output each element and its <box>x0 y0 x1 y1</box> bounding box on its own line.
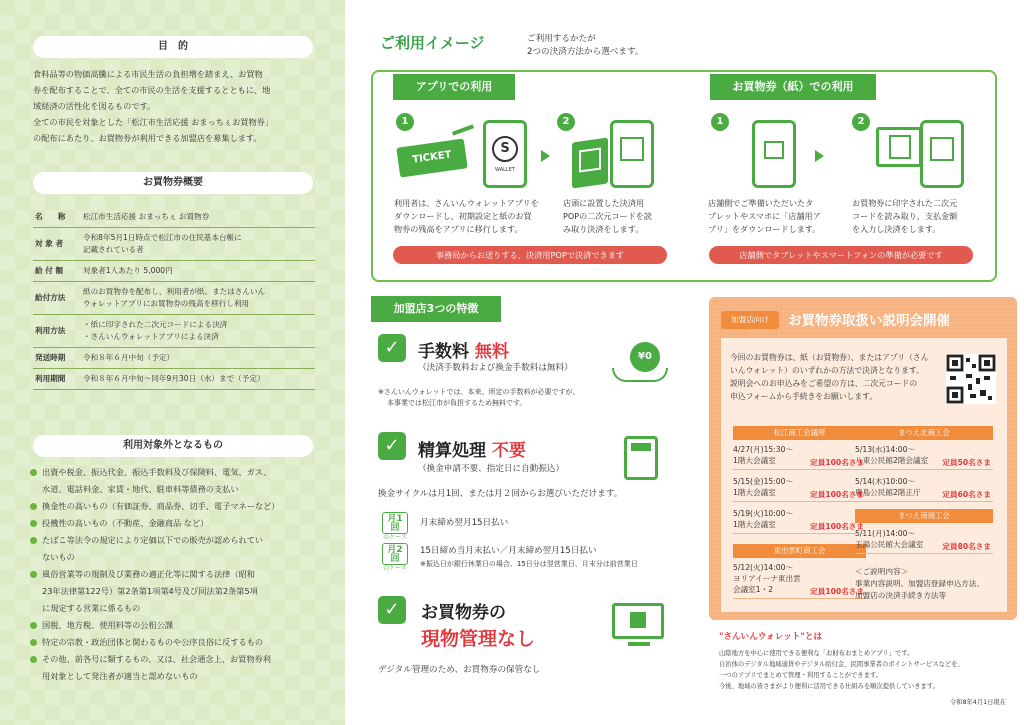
ticket-icon: TICKET <box>396 138 468 177</box>
session <box>733 508 866 534</box>
check-icon: ✓ <box>378 596 406 624</box>
sanin-heading: "さんいんウォレット"とは <box>719 632 823 642</box>
session-place: ヨリアイーナ東出雲 <box>733 574 801 583</box>
purpose-line: 全ての市民を対象とした「松江市生活応援 おまっちぇお買物券」 <box>33 117 274 127</box>
app-notice-bar: 事務局からお送りする、決済用POPで決済できます <box>393 246 667 264</box>
content-line: 事業内容説明、加盟店登録申込方法、 <box>855 579 985 588</box>
usage-subtitle-line: ご利用するかたが <box>527 34 596 44</box>
overview-value-line: 令和８年６月中旬〜同年9月30日（水）まで（予定） <box>83 374 265 383</box>
feature2-sub: （換金申請不要、指定日に自動振込） <box>418 464 565 474</box>
hand-icon <box>612 368 668 382</box>
session-capacity: 定員50名さま <box>942 458 991 467</box>
desc-line: 物券の残高をアプリに移行します。 <box>394 224 523 234</box>
overview-key: 給付方法 <box>33 282 81 315</box>
session-date: 5/15(金)15:00〜 <box>733 477 794 486</box>
overview-value <box>81 261 315 282</box>
wallet-label: WALLET <box>495 167 515 173</box>
step-number: 2 <box>852 113 870 131</box>
overview-value <box>81 369 315 390</box>
session <box>855 476 993 502</box>
case2-note: ※振込日が銀行休業日の場合、15日分は翌営業日、月末分は前営業日 <box>420 560 638 568</box>
desc-line: コードを読み取り、支払金額 <box>852 211 958 221</box>
intro-line: 申込フォームから手続きをお願いします。 <box>730 392 878 401</box>
sanin-lines <box>719 648 1009 692</box>
purpose-line: 域経済の活性化を図るものです。 <box>33 101 156 111</box>
session-date: 5/13(水)14:00〜 <box>855 445 916 454</box>
session-capacity: 定員60名さま <box>942 490 991 499</box>
paper-usage-tab: お買物券（紙）での利用 <box>710 74 876 100</box>
overview-value-line: ・さんいんウォレットアプリによる決済 <box>83 332 219 341</box>
desc-line: ダウンロードし、初期設定と紙のお買 <box>394 211 532 221</box>
exclusion-item-cont: 水道、電話料金、家賃・地代、駐車料等債務の支払い <box>42 484 239 494</box>
feature2-cycle: 換金サイクルは月1回、または月２回からお選びいただけます。 <box>378 489 623 499</box>
session-date: 4/27(月)15:30〜 <box>733 445 794 454</box>
session <box>733 444 866 470</box>
exclusion-item-cont: に規定する営業に係るもの <box>42 603 141 613</box>
session-date: 5/19(火)10:00〜 <box>733 509 794 518</box>
session-date: 5/11(月)14:00〜 <box>855 529 916 538</box>
exclusion-item: 換金性の高いもの（有価証券、商品券、切手、電子マネーなど） <box>30 498 320 515</box>
venue-north: まつえ北商工会 <box>855 426 993 440</box>
yen-coin-icon: ¥0 <box>630 342 660 372</box>
feature1-title <box>418 337 509 362</box>
next-arrow-icon <box>815 150 824 162</box>
purpose-heading: 目 的 <box>33 36 313 58</box>
sanin-line: 一つのアプリでまとめて管理・利用することができます。 <box>719 672 882 679</box>
intro-line: 今回のお買物券は、紙（お買物券）、またはアプリ（さん <box>730 353 929 362</box>
case1-text: 月末締め翌月15日払い <box>420 518 509 528</box>
desc-line: 利用者は、さんいんウォレットアプリを <box>394 198 539 208</box>
session-capacity: 定員100名さま <box>810 490 864 499</box>
overview-key: 利用期間 <box>33 369 81 390</box>
app-usage-tab: アプリでの利用 <box>393 74 515 100</box>
purpose-line: 券を配布することで、全ての市民の生活を支援するとともに、地 <box>33 85 271 95</box>
feature2-highlight: 不要 <box>491 441 526 461</box>
case-suffix: のケース <box>383 565 407 572</box>
feature3-sub: デジタル管理のため、お買物券の保管なし <box>378 665 541 675</box>
overview-value <box>81 348 315 369</box>
session-capacity: 定員100名さま <box>810 587 864 596</box>
session-place: 会議室1・2 <box>733 585 774 594</box>
overview-value <box>81 207 315 228</box>
feature1-note <box>378 387 678 409</box>
note-line: ※さんいんウォレットでは、本来、所定の手数料が必要ですが、 <box>378 388 580 396</box>
exclusion-item: 出資や税金、振込代金、振込手数料及び保険料、電気、ガス、 <box>30 464 320 481</box>
overview-row <box>33 315 315 348</box>
check-icon: ✓ <box>378 334 406 362</box>
feature3-highlight: 現物管理なし <box>421 628 536 650</box>
phone-scanner-icon <box>920 120 964 188</box>
content-heading: ＜ご説明内容＞ <box>855 567 909 576</box>
overview-key: 給 付 額 <box>33 261 81 282</box>
paper-step1-desc <box>708 197 848 236</box>
session-capacity: 定員100名さま <box>810 458 864 467</box>
monitor-stand <box>628 642 650 646</box>
desc-line: み取り決済をします。 <box>563 224 644 234</box>
note-line: 本事業では松江市が負担するため無料です。 <box>387 399 527 407</box>
session-place: 1階大会議室 <box>733 456 776 465</box>
monitor-box-icon <box>612 603 664 639</box>
overview-value-line: ウォレットアプリにお買物券の残高を移行し利用 <box>83 299 250 308</box>
overview-value-line: 記載されている者 <box>83 245 144 254</box>
purpose-line: 食料品等の物価高騰による市民生活の負担増を踏まえ、お買物 <box>33 69 263 79</box>
purpose-text <box>33 66 318 146</box>
sanin-line: 今後、地域の皆さまがより便利に活用できる仕組みを順次提供していきます。 <box>719 683 939 690</box>
intro-line: いんウォレット）のいずれかの方法で決済となります。 <box>730 366 924 375</box>
feature3-title: お買物券の <box>421 603 506 623</box>
sanin-date: 令和8年4月1日現在 <box>949 699 1006 706</box>
overview-value-line: 令和8年5月1日時点で松江市の住民基本台帳に <box>83 233 242 242</box>
briefing-title: お買物券取扱い説明会開催 <box>788 313 950 329</box>
exclusion-item-cont: 23年法律第122号）第2条第1項第4号及び同法第2条第5項 <box>42 586 258 596</box>
session-capacity: 定員80名さま <box>942 542 991 551</box>
features-heading: 加盟店3つの特徴 <box>371 296 501 322</box>
desc-line: 店頭に設置した決済用 <box>563 198 644 208</box>
session-place: 八束公民館2階会議室 <box>855 456 929 465</box>
intro-line: 説明会へのお申込みをご希望の方は、二次元コードの <box>730 379 918 388</box>
purpose-line: の配布にあたり、お買物券が利用できる加盟店を募集します。 <box>33 133 262 143</box>
feature2-main: 精算処理 <box>418 441 492 461</box>
briefing-content <box>855 566 1005 602</box>
desc-line: ブレットやスマホに「店舗用ア <box>708 211 821 221</box>
desc-line: を入力し決済をします。 <box>852 224 941 234</box>
sanin-line: 山陰地方を中心に使用できる便利な「お財布おまとめアプリ」です。 <box>719 650 914 657</box>
session-place: 1階大会議室 <box>733 520 776 529</box>
exclusion-heading: 利用対象外となるもの <box>33 435 313 457</box>
step-number: 2 <box>557 113 575 131</box>
overview-row <box>33 207 315 228</box>
app-step2-desc <box>563 197 693 236</box>
check-icon: ✓ <box>378 432 406 460</box>
session-east <box>733 562 866 599</box>
session <box>733 476 866 502</box>
session-date: 5/12(火)14:00〜 <box>733 563 794 572</box>
session-date: 5/14(木)10:00〜 <box>855 477 916 486</box>
exclusion-item: 国税、地方税、使用料等の公租公課 <box>30 617 320 634</box>
overview-key: 利用方法 <box>33 315 81 348</box>
exclusion-item: その他、前各号に類するもの、又は、社会通念上、お買物券利 <box>30 651 320 668</box>
session-capacity: 定員100名さま <box>810 522 864 531</box>
desc-line: 店舗側でご準備いただいたタ <box>708 198 814 208</box>
usage-subtitle-line: 2つの決済方法から選べます。 <box>527 47 644 57</box>
case1-label: 月1回 <box>387 514 403 533</box>
overview-key: 対 象 者 <box>33 228 81 261</box>
exclusion-item-cont: ないもの <box>42 552 75 562</box>
usage-title: ご利用イメージ <box>380 34 485 52</box>
step-number: 1 <box>711 113 729 131</box>
paper-notice-bar: 店舗側でタブレットやスマートフォンの準備が必要です <box>709 246 973 264</box>
overview-value-line: ・紙に印字された二次元コードによる決済 <box>83 320 228 329</box>
case2-label: 月2回 <box>387 545 403 564</box>
exclusion-list <box>30 464 320 685</box>
briefing-tag: 加盟店向け <box>721 311 779 329</box>
overview-row <box>33 228 315 261</box>
usage-subtitle <box>527 33 644 59</box>
overview-table <box>33 207 315 390</box>
overview-heading: お買物券概要 <box>33 172 313 194</box>
content-line: 加盟店の決済手続き方法等 <box>855 591 947 600</box>
session-place: 1階大会議室 <box>733 488 776 497</box>
paper-step2-desc <box>852 197 992 236</box>
briefing-intro <box>730 351 940 403</box>
app-step1-desc <box>394 197 554 236</box>
desc-line: プリ」をダウンロードします。 <box>708 224 821 234</box>
overview-value-line: 対象者1人あたり 5,000円 <box>83 266 173 275</box>
exclusion-item: 投機性の高いもの（不動産、金融商品 など） <box>30 515 320 532</box>
sanin-line: 自治体のデジタル地域通貨やデジタル給付金、民間事業者のポイントサービスなどを、 <box>719 661 964 668</box>
case2-badge <box>382 543 408 572</box>
overview-row <box>33 369 315 390</box>
overview-value <box>81 228 315 261</box>
overview-value-line: 松江市生活応援 おまっちぇ お買物券 <box>83 212 210 221</box>
case1-badge <box>382 512 408 541</box>
exclusion-item: たばこ等法令の規定により定価以下での販売が認められてい <box>30 532 320 549</box>
overview-row <box>33 348 315 369</box>
next-arrow-icon <box>541 150 550 162</box>
desc-line: POPの二次元コードを読 <box>563 211 652 221</box>
case2-text: 15日締め当月末払い／月末締め翌月15日払い <box>420 546 597 556</box>
pop-stand-icon <box>572 137 608 188</box>
overview-value-line: 紙のお買物券を配布し、利用者が紙、またはさんいん <box>83 287 266 296</box>
overview-value <box>81 282 315 315</box>
phone-qr-icon <box>610 120 654 188</box>
left-panel <box>0 0 345 725</box>
exclusion-item: 特定の宗教・政治団体と関わるものや公序良俗に反するもの <box>30 634 320 651</box>
session-south <box>855 528 993 554</box>
case-suffix: のケース <box>383 534 407 541</box>
step-number: 1 <box>396 113 414 131</box>
feature2-title <box>418 436 526 461</box>
overview-value-line: 令和８年６月中旬（予定） <box>83 353 175 362</box>
sanin-wallet-info <box>719 630 1009 706</box>
session <box>855 444 993 470</box>
calculator-icon <box>624 436 658 480</box>
overview-key: 発送時期 <box>33 348 81 369</box>
tablet-store-icon <box>752 120 796 188</box>
phone-wallet-icon: S WALLET <box>483 120 527 188</box>
venue-south: まつえ南商工会 <box>855 509 993 523</box>
feature1-highlight: 無料 <box>474 342 509 362</box>
overview-row <box>33 261 315 282</box>
overview-value <box>81 315 315 348</box>
qr-code-icon[interactable] <box>946 354 996 404</box>
feature1-main: 手数料 <box>418 342 475 362</box>
exclusion-item: 風俗営業等の規制及び業務の適正化等に関する法律（昭和 <box>30 566 320 583</box>
paper-voucher-icon <box>876 127 922 167</box>
desc-line: お買物券に印字された二次元 <box>852 198 958 208</box>
session-place: 鹿島公民館2階正庁 <box>855 488 921 497</box>
overview-key: 名 称 <box>33 207 81 228</box>
exclusion-item-cont: 用対象として発注者が適当と認めないもの <box>42 671 198 681</box>
session-place: 玉湯公民館大会議室 <box>855 540 924 549</box>
venue-higashiizumo: 東出雲町商工会 <box>733 544 866 558</box>
feature1-sub: （決済手数料および換金手数料は無料） <box>418 363 573 373</box>
venue-matsue-cci: 松江商工会議所 <box>733 426 866 440</box>
overview-row <box>33 282 315 315</box>
